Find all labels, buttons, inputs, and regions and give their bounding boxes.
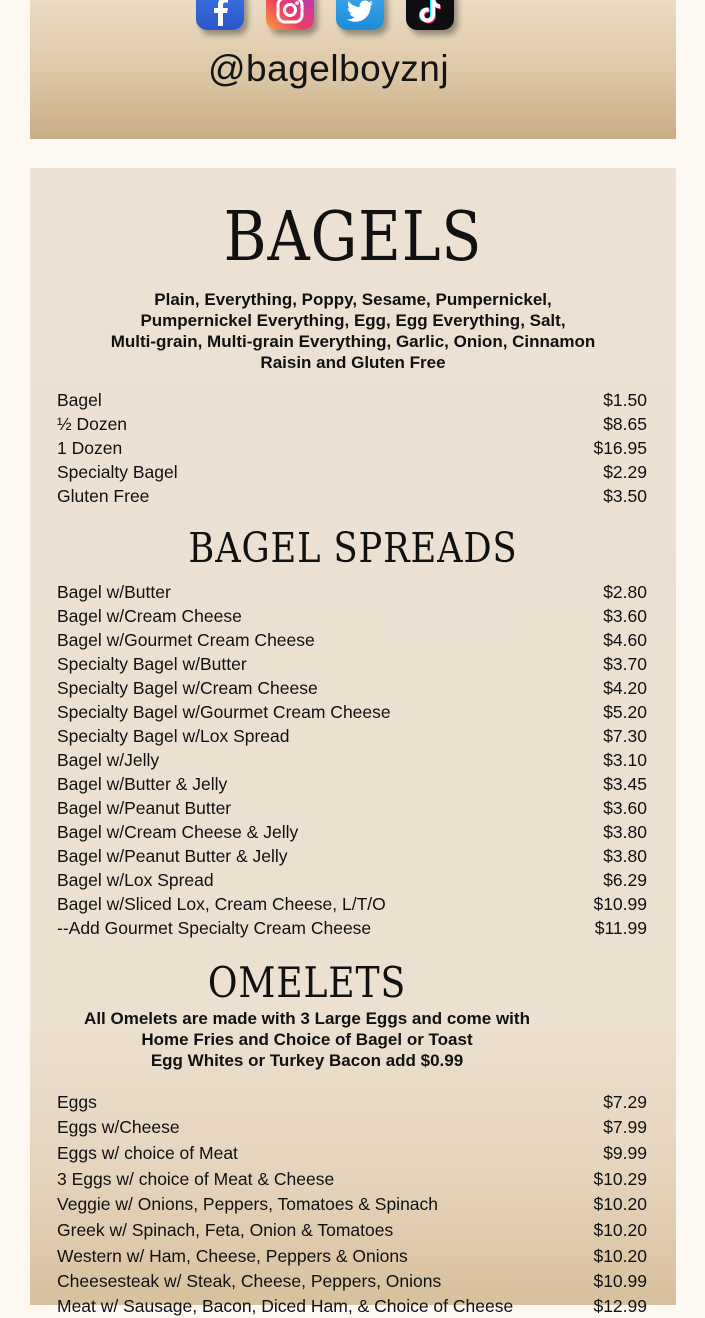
item-price: $10.20 — [593, 1193, 647, 1214]
item-name: --Add Gourmet Specialty Cream Cheese — [57, 917, 372, 938]
bagels-flavors-description — [30, 289, 676, 373]
omelets-description — [0, 1008, 630, 1071]
description-line: Home Fries and Choice of Bagel or Toast — [141, 1030, 473, 1049]
item-name: Bagel w/Cream Cheese — [57, 605, 242, 626]
item-price: $3.10 — [603, 749, 647, 770]
item-price: $7.99 — [603, 1116, 647, 1137]
item-name: Bagel w/Peanut Butter & Jelly — [57, 845, 288, 866]
item-name: Bagel w/Jelly — [57, 749, 160, 770]
item-name: Greek w/ Spinach, Feta, Onion & Tomatoes — [57, 1219, 394, 1240]
item-price: $4.60 — [603, 629, 647, 650]
item-name: 1 Dozen — [57, 437, 123, 458]
item-name: Specialty Bagel w/Cream Cheese — [57, 677, 318, 698]
item-price: $10.20 — [593, 1245, 647, 1266]
item-price: $9.99 — [603, 1142, 647, 1163]
description-line: All Omelets are made with 3 Large Eggs and come with — [84, 1009, 530, 1028]
social-handle: @bagelboyznj — [208, 48, 450, 89]
menu-item — [57, 1269, 647, 1293]
item-price: $5.20 — [603, 701, 647, 722]
item-price: $3.60 — [603, 797, 647, 818]
item-name: Specialty Bagel w/Butter — [57, 653, 247, 674]
section-title-bagel-spreads: BAGEL SPREADS — [188, 524, 518, 572]
description-line: Pumpernickel Everything, Egg, Egg Everything, Salt, — [140, 311, 566, 330]
menu-item — [57, 1115, 647, 1139]
item-name: Bagel w/Gourmet Cream Cheese — [57, 629, 315, 650]
item-price: $10.99 — [593, 1270, 647, 1291]
item-name: Bagel — [57, 389, 102, 410]
item-name: ½ Dozen — [57, 413, 128, 434]
item-price: $8.65 — [603, 413, 647, 434]
item-name: Bagel w/Sliced Lox, Cream Cheese, L/T/O — [57, 893, 386, 914]
item-name: Specialty Bagel w/Lox Spread — [57, 725, 290, 746]
description-line: Raisin and Gluten Free — [260, 353, 446, 372]
item-name: Bagel w/Butter & Jelly — [57, 773, 228, 794]
menu-item — [57, 1167, 647, 1191]
menu-item — [57, 1218, 647, 1242]
menu-item — [57, 676, 647, 700]
item-price: $3.60 — [603, 605, 647, 626]
menu-item — [57, 460, 647, 484]
menu-item — [57, 1244, 647, 1268]
description-line: Multi-grain, Multi-grain Everything, Garlic, Onion, Cinnamon — [110, 332, 596, 351]
item-price: $2.80 — [603, 581, 647, 602]
item-price: $3.80 — [603, 821, 647, 842]
item-price: $10.29 — [593, 1168, 647, 1189]
menu-item — [57, 388, 647, 412]
menu-item — [57, 1192, 647, 1216]
tiktok-icon[interactable] — [406, 0, 454, 30]
item-name: Specialty Bagel — [57, 461, 178, 482]
item-price: $3.50 — [603, 485, 647, 506]
item-price: $12.99 — [593, 1295, 647, 1316]
menu-item — [57, 868, 647, 892]
item-price: $10.20 — [593, 1219, 647, 1240]
item-price: $1.50 — [603, 389, 647, 410]
menu-item — [57, 748, 647, 772]
menu-item — [57, 1090, 647, 1114]
menu-item — [57, 1141, 647, 1165]
social-banner — [30, 0, 676, 139]
item-price: $10.99 — [593, 893, 647, 914]
item-price: $3.80 — [603, 845, 647, 866]
menu-item — [57, 772, 647, 796]
facebook-icon[interactable] — [196, 0, 244, 30]
item-price: $7.29 — [603, 1091, 647, 1112]
item-name: Bagel w/Cream Cheese & Jelly — [57, 821, 299, 842]
item-price: $6.29 — [603, 869, 647, 890]
item-price: $2.29 — [603, 461, 647, 482]
menu-item — [57, 700, 647, 724]
menu-item — [57, 916, 647, 940]
menu-item — [57, 796, 647, 820]
item-name: Veggie w/ Onions, Peppers, Tomatoes & Spinach — [57, 1193, 439, 1214]
item-price: $4.20 — [603, 677, 647, 698]
menu-item — [57, 1294, 647, 1318]
item-name: Bagel w/Butter — [57, 581, 171, 602]
menu-item — [57, 436, 647, 460]
menu-item — [57, 484, 647, 508]
menu-item — [57, 628, 647, 652]
description-line: Egg Whites or Turkey Bacon add $0.99 — [150, 1051, 464, 1070]
instagram-icon[interactable] — [266, 0, 314, 30]
twitter-icon[interactable] — [336, 0, 384, 30]
menu-item — [57, 844, 647, 868]
item-name: Eggs — [57, 1091, 97, 1112]
item-price: $3.45 — [603, 773, 647, 794]
item-price: $3.70 — [603, 653, 647, 674]
item-name: Eggs w/ choice of Meat — [57, 1142, 238, 1163]
menu-item — [57, 820, 647, 844]
menu-item — [57, 652, 647, 676]
menu-item — [57, 604, 647, 628]
item-name: Cheesesteak w/ Steak, Cheese, Peppers, Onions — [57, 1270, 442, 1291]
item-price: $16.95 — [593, 437, 647, 458]
item-name: Gluten Free — [57, 485, 150, 506]
section-title-omelets: OMELETS — [207, 958, 407, 1007]
menu-card — [30, 168, 676, 1316]
menu-item — [57, 724, 647, 748]
item-name: Bagel w/Peanut Butter — [57, 797, 232, 818]
item-price: $7.30 — [603, 725, 647, 746]
item-name: Bagel w/Lox Spread — [57, 869, 214, 890]
menu-item — [57, 580, 647, 604]
item-name: Western w/ Ham, Cheese, Peppers & Onions — [57, 1245, 408, 1266]
item-name: 3 Eggs w/ choice of Meat & Cheese — [57, 1168, 335, 1189]
menu-item — [57, 892, 647, 916]
item-name: Eggs w/Cheese — [57, 1116, 180, 1137]
section-title-bagels: BAGELS — [223, 198, 483, 277]
item-price: $11.99 — [594, 917, 647, 938]
item-name: Specialty Bagel w/Gourmet Cream Cheese — [57, 701, 391, 722]
menu-item — [57, 412, 647, 436]
item-name: Meat w/ Sausage, Bacon, Diced Ham, & Choice of Cheese — [57, 1295, 514, 1316]
description-line: Plain, Everything, Poppy, Sesame, Pumpernickel, — [154, 290, 552, 309]
